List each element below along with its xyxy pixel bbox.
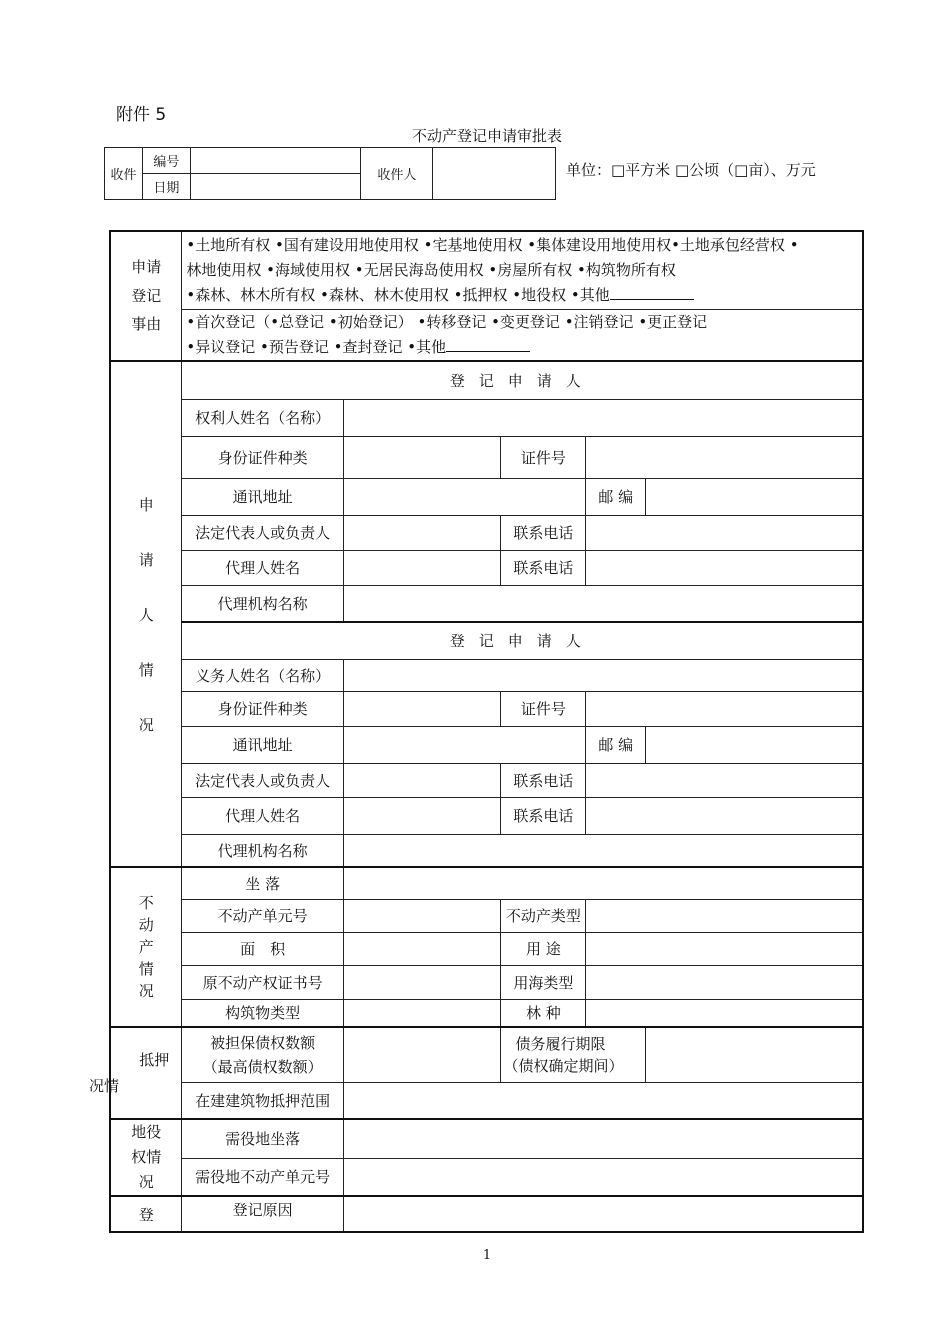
- reason-label-1: 申请: [131, 258, 162, 277]
- property-label-1: 不: [138, 894, 154, 912]
- obligor-id-number-field[interactable]: [586, 691, 863, 726]
- postcode-label: 邮 编: [586, 478, 646, 515]
- structure-type-label: 构筑物类型: [182, 999, 344, 1027]
- obligor-name-field[interactable]: [343, 659, 863, 691]
- obligor-postcode-label: 邮 编: [586, 726, 646, 763]
- phone-label: 联系电话: [501, 515, 586, 550]
- secured-amount-label: [182, 1027, 344, 1082]
- usage-label: 用 途: [501, 932, 586, 965]
- rights-line-1: •土地所有权 •国有建设用地使用权 •宅基地使用权 •集体建设用地使用权•土地承包经营权 •: [186, 235, 799, 254]
- id-number-field[interactable]: [586, 436, 863, 478]
- registration-reason-label: 登记原因: [182, 1196, 344, 1232]
- property-label-4: 情: [138, 960, 154, 978]
- postcode-field[interactable]: [646, 478, 863, 515]
- reason-section-label: [110, 231, 182, 361]
- number-label: 编号: [142, 148, 190, 174]
- unit-options: 单位：□平方米 □公顷（□亩）、万元: [566, 161, 816, 179]
- application-form: [89, 230, 864, 1233]
- obligor-legal-rep-field[interactable]: [343, 763, 501, 797]
- obligor-agent-phone-field[interactable]: [586, 797, 863, 834]
- obligor-address-label: 通讯地址: [182, 726, 344, 763]
- registration-reason-field[interactable]: [343, 1196, 863, 1232]
- term-line-2: （债权确定期间）: [503, 1056, 624, 1075]
- page-number: 1: [482, 1248, 492, 1263]
- agent-name-label: 代理人姓名: [182, 550, 344, 585]
- id-type-field[interactable]: [343, 436, 501, 478]
- secured-amount-line-2: （最高债权数额）: [202, 1057, 323, 1076]
- applicant-label-4: 情: [138, 660, 154, 679]
- address-field[interactable]: [343, 478, 585, 515]
- mortgage-label-2: 况情: [89, 1077, 120, 1095]
- obligor-agency-name-field[interactable]: [343, 834, 863, 867]
- agent-name-field[interactable]: [343, 550, 501, 585]
- structure-type-field[interactable]: [343, 999, 501, 1027]
- agency-name-field[interactable]: [343, 585, 863, 622]
- property-label-3: 产: [138, 938, 154, 956]
- term-line-1: 债务履行期限: [515, 1034, 606, 1053]
- area-field[interactable]: [343, 932, 501, 965]
- area-label: 面 积: [182, 932, 344, 965]
- obligor-agent-name-field[interactable]: [343, 797, 501, 834]
- number-field[interactable]: [190, 148, 361, 174]
- forest-type-label: 林 种: [501, 999, 586, 1027]
- rights-line-3: •森林、林木所有权 •森林、林木使用权 •抵押权 •地役权 •其他: [186, 285, 610, 304]
- location-field[interactable]: [343, 867, 863, 899]
- mortgage-label-1: 抵押: [139, 1051, 170, 1069]
- reason-label-2: 登记: [131, 286, 162, 305]
- agency-name-label: 代理机构名称: [182, 585, 344, 622]
- obligor-id-number-label: 证件号: [501, 691, 586, 726]
- construction-scope-field[interactable]: [343, 1082, 863, 1119]
- obligor-address-field[interactable]: [343, 726, 585, 763]
- obligor-postcode-field[interactable]: [646, 726, 863, 763]
- term-field[interactable]: [646, 1027, 863, 1082]
- legal-rep-field[interactable]: [343, 515, 501, 550]
- servient-unit-no-field[interactable]: [343, 1158, 863, 1196]
- servient-location-field[interactable]: [343, 1119, 863, 1158]
- applicant-section-label: [110, 361, 182, 867]
- obligor-name-label: 义务人姓名（名称）: [182, 659, 344, 691]
- rights-holder-name-field[interactable]: [343, 399, 863, 436]
- rights-line-2: 林地使用权 •海域使用权 •无居民海岛使用权 •房屋所有权 •构筑物所有权: [186, 260, 676, 279]
- types-line-1: •首次登记（•总登记 •初始登记） •转移登记 •变更登记 •注销登记 •更正登记: [186, 312, 708, 331]
- legal-rep-label: 法定代表人或负责人: [182, 515, 344, 550]
- old-cert-label: 原不动产权证书号: [182, 965, 344, 999]
- types-other-blank[interactable]: [446, 337, 530, 352]
- unit-no-field[interactable]: [343, 899, 501, 932]
- property-section-label: [110, 867, 182, 1027]
- id-type-label: 身份证件种类: [182, 436, 344, 478]
- applicant-header-1: 登记申请人: [182, 361, 863, 399]
- receipt-table: [104, 147, 556, 200]
- property-label-5: 况: [138, 982, 154, 1000]
- attachment-label: 附件 5: [116, 105, 167, 125]
- receiver-label: 收件人: [361, 148, 433, 200]
- form-title: 不动产登记申请审批表: [411, 127, 562, 145]
- old-cert-field[interactable]: [343, 965, 501, 999]
- easement-label-1: 地役: [131, 1123, 162, 1141]
- obligor-agent-name-label: 代理人姓名: [182, 797, 344, 834]
- receiver-field[interactable]: [433, 148, 556, 200]
- registration-section-label: 登: [110, 1196, 182, 1232]
- easement-label-3: 况: [138, 1173, 154, 1191]
- property-type-field[interactable]: [586, 899, 863, 932]
- servient-unit-no-label: 需役地不动产单元号: [182, 1158, 344, 1196]
- applicant-label-3: 人: [138, 605, 154, 624]
- secured-amount-field[interactable]: [343, 1027, 501, 1082]
- sea-use-type-label: 用海类型: [501, 965, 586, 999]
- sea-use-type-field[interactable]: [586, 965, 863, 999]
- applicant-label-5: 况: [138, 715, 154, 734]
- obligor-phone-label: 联系电话: [501, 763, 586, 797]
- date-label: 日期: [142, 174, 190, 200]
- receipt-label: 收件: [105, 148, 143, 200]
- types-line-2: •异议登记 •预告登记 •查封登记 •其他: [186, 337, 447, 356]
- property-label-2: 动: [138, 916, 154, 934]
- obligor-phone-field[interactable]: [586, 763, 863, 797]
- easement-label-2: 权情: [131, 1148, 162, 1166]
- servient-location-label: 需役地坐落: [182, 1119, 344, 1158]
- agent-phone-label: 联系电话: [501, 550, 586, 585]
- applicant-label-2: 请: [138, 550, 154, 569]
- mortgage-section-label: [89, 1027, 182, 1119]
- usage-field[interactable]: [586, 932, 863, 965]
- secured-amount-line-1: 被担保债权数额: [210, 1033, 316, 1052]
- obligor-legal-rep-label: 法定代表人或负责人: [182, 763, 344, 797]
- forest-type-field[interactable]: [586, 999, 863, 1027]
- agent-phone-field[interactable]: [586, 550, 863, 585]
- obligor-id-type-label: 身份证件种类: [182, 691, 344, 726]
- term-label: [501, 1027, 646, 1082]
- applicant-label-1: 申: [138, 495, 154, 514]
- reason-label-3: 事由: [131, 315, 162, 334]
- obligor-id-type-field[interactable]: [343, 691, 501, 726]
- rights-other-blank[interactable]: [610, 285, 694, 300]
- address-label: 通讯地址: [182, 478, 344, 515]
- date-field[interactable]: [190, 174, 361, 200]
- location-label: 坐 落: [182, 867, 344, 899]
- type-options[interactable]: [182, 309, 863, 361]
- phone-field[interactable]: [586, 515, 863, 550]
- property-type-label: 不动产类型: [501, 899, 586, 932]
- easement-section-label: [110, 1119, 182, 1196]
- applicant-header-2: 登记申请人: [182, 622, 863, 659]
- obligor-agent-phone-label: 联系电话: [501, 797, 586, 834]
- unit-no-label: 不动产单元号: [182, 899, 344, 932]
- construction-scope-label: 在建建筑物抵押范围: [182, 1082, 344, 1119]
- id-number-label: 证件号: [501, 436, 586, 478]
- obligor-agency-name-label: 代理机构名称: [182, 834, 344, 867]
- rights-options[interactable]: [182, 231, 863, 309]
- rights-holder-name-label: 权利人姓名（名称）: [182, 399, 344, 436]
